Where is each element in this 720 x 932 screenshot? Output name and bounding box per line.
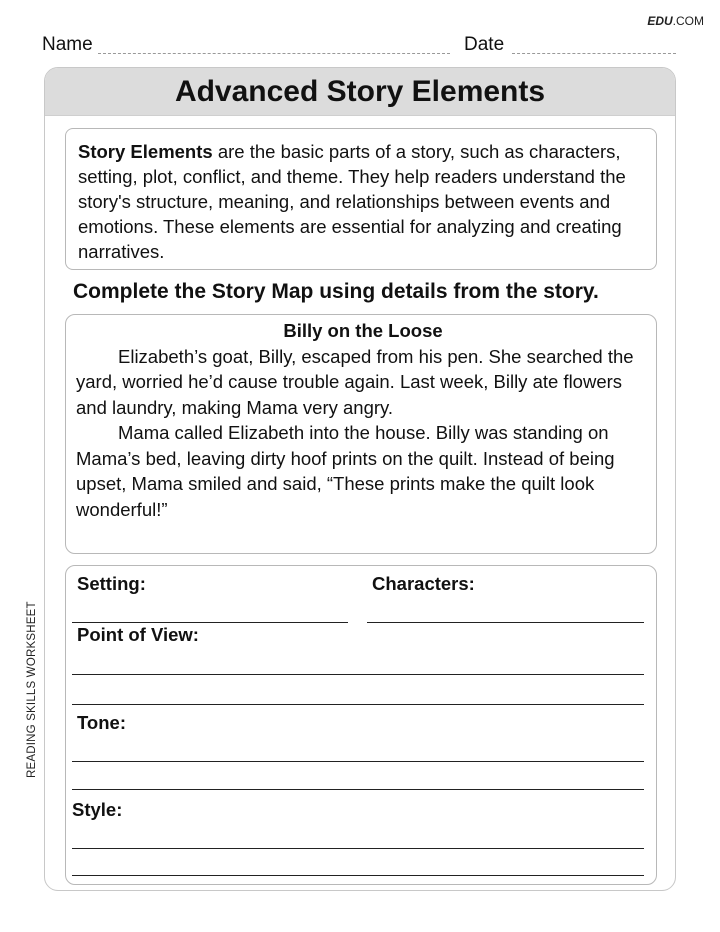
point-of-view-answer-line[interactable] (72, 704, 644, 705)
date-field[interactable] (512, 53, 676, 54)
story-map-box (65, 565, 657, 885)
side-label: READING SKILLS WORKSHEET (26, 601, 38, 778)
name-field[interactable] (98, 53, 450, 54)
brand-logo: EDU.COM (647, 14, 704, 28)
story-paragraph: Mama called Elizabeth into the house. Billy was standing on Mama’s bed, leaving dirty hoof prints on the quilt. Instead of being upset, Mama smiled and said, “These prints make the quilt look wonderful!” (76, 422, 615, 520)
instruction-text: Complete the Story Map using details from the story. (73, 280, 599, 303)
point-of-view-label: Point of View: (77, 624, 199, 645)
style-answer-line[interactable] (72, 848, 644, 849)
style-answer-line[interactable] (72, 875, 644, 876)
point-of-view-answer-line[interactable] (72, 674, 644, 675)
style-label: Style: (72, 799, 123, 820)
tone-answer-line[interactable] (72, 761, 644, 762)
name-date-row (42, 32, 676, 56)
tone-label: Tone: (77, 712, 126, 733)
tone-answer-line[interactable] (72, 789, 644, 790)
story-paragraph: Elizabeth’s goat, Billy, escaped from his pen. She searched the yard, worried he’d cause trouble again. Last week, Billy ate flowers and laundry, making Mama very angry. (76, 345, 634, 418)
intro-box (65, 128, 657, 270)
intro-text: are the basic parts of a story, such as characters, setting, plot, conflict, and theme. They help readers understand the story's structure, meaning, and relationships between events and emotions. These elements are essential for analyzing and creating narratives. (78, 141, 626, 262)
story-title: Billy on the Loose (283, 320, 443, 341)
worksheet-panel (44, 67, 676, 891)
setting-answer-line[interactable] (72, 622, 348, 623)
date-label: Date (464, 34, 505, 55)
worksheet-title: Advanced Story Elements (45, 68, 675, 116)
name-label: Name (42, 34, 93, 55)
characters-label: Characters: (372, 573, 475, 594)
characters-answer-line[interactable] (367, 622, 644, 623)
intro-term: Story Elements (78, 141, 213, 162)
story-box (65, 314, 657, 554)
setting-label: Setting: (77, 573, 146, 594)
